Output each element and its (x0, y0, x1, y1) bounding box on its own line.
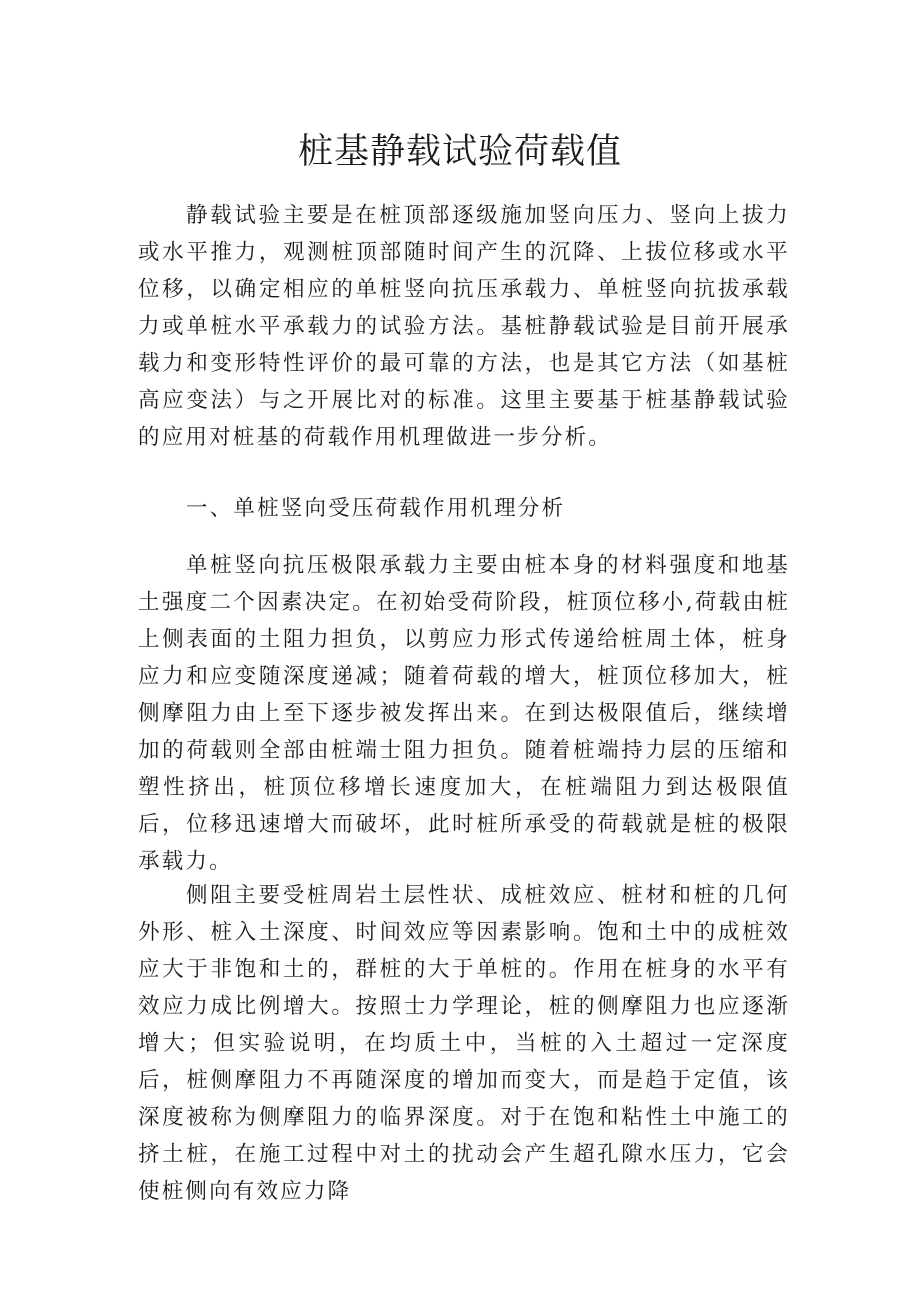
paragraph-mechanism: 单桩竖向抗压极限承载力主要由桩本身的材料强度和地基土强度二个因素决定。在初始受荷阶段，桩顶位移小,荷载由桩上侧表面的土阻力担负，以剪应力形式传递给桩周土体，桩身应力和应变随深度递减；随着荷载的增大，桩顶位移加大，桩侧摩阻力由上至下逐步被发挥出来。在到达极限值后，继续增加的荷载则全部由桩端士阻力担负。随着桩端持力层的压缩和塑性挤出，桩顶位移增长速度加大，在桩端阻力到达极限值后，位移迅速增大而破坏，此时桩所承受的荷载就是桩的极限承载力。 (138, 553, 790, 874)
paragraph-intro: 静载试验主要是在桩顶部逐级施加竖向压力、竖向上拔力或水平推力，观测桩顶部随时间产生的沉降、上拔位移或水平位移，以确定相应的单桩竖向抗压承载力、单桩竖向抗拔承载力或单桩水平承载力的试验方法。基桩静载试验是目前开展承载力和变形特性评价的最可靠的方法，也是其它方法（如基桩高应变法）与之开展比对的标准。这里主要基于桩基静载试验的应用对桩基的荷载作用机理做进一步分析。 (138, 203, 790, 450)
paragraph-side-resistance: 侧阻主要受桩周岩土层性状、成桩效应、桩材和桩的几何外形、桩入土深度、时间效应等因素影响。饱和土中的成桩效应大于非饱和土的，群桩的大于单桩的。作用在桩身的水平有效应力成比例增大。按照士力学理论，桩的侧摩阻力也应逐渐增大；但实验说明，在均质土中，当桩的入土超过一定深度后，桩侧摩阻力不再随深度的增加而变大，而是趋于定值，该深度被称为侧摩阻力的临界深度。对于在饱和粘性土中施工的挤土桩，在施工过程中对土的扰动会产生超孔隙水压力，它会使桩侧向有效应力降 (138, 883, 790, 1204)
page-title: 桩基静载试验荷载值 (297, 132, 622, 172)
section-heading: 一、单桩竖向受压荷载作用机理分析 (186, 496, 566, 521)
